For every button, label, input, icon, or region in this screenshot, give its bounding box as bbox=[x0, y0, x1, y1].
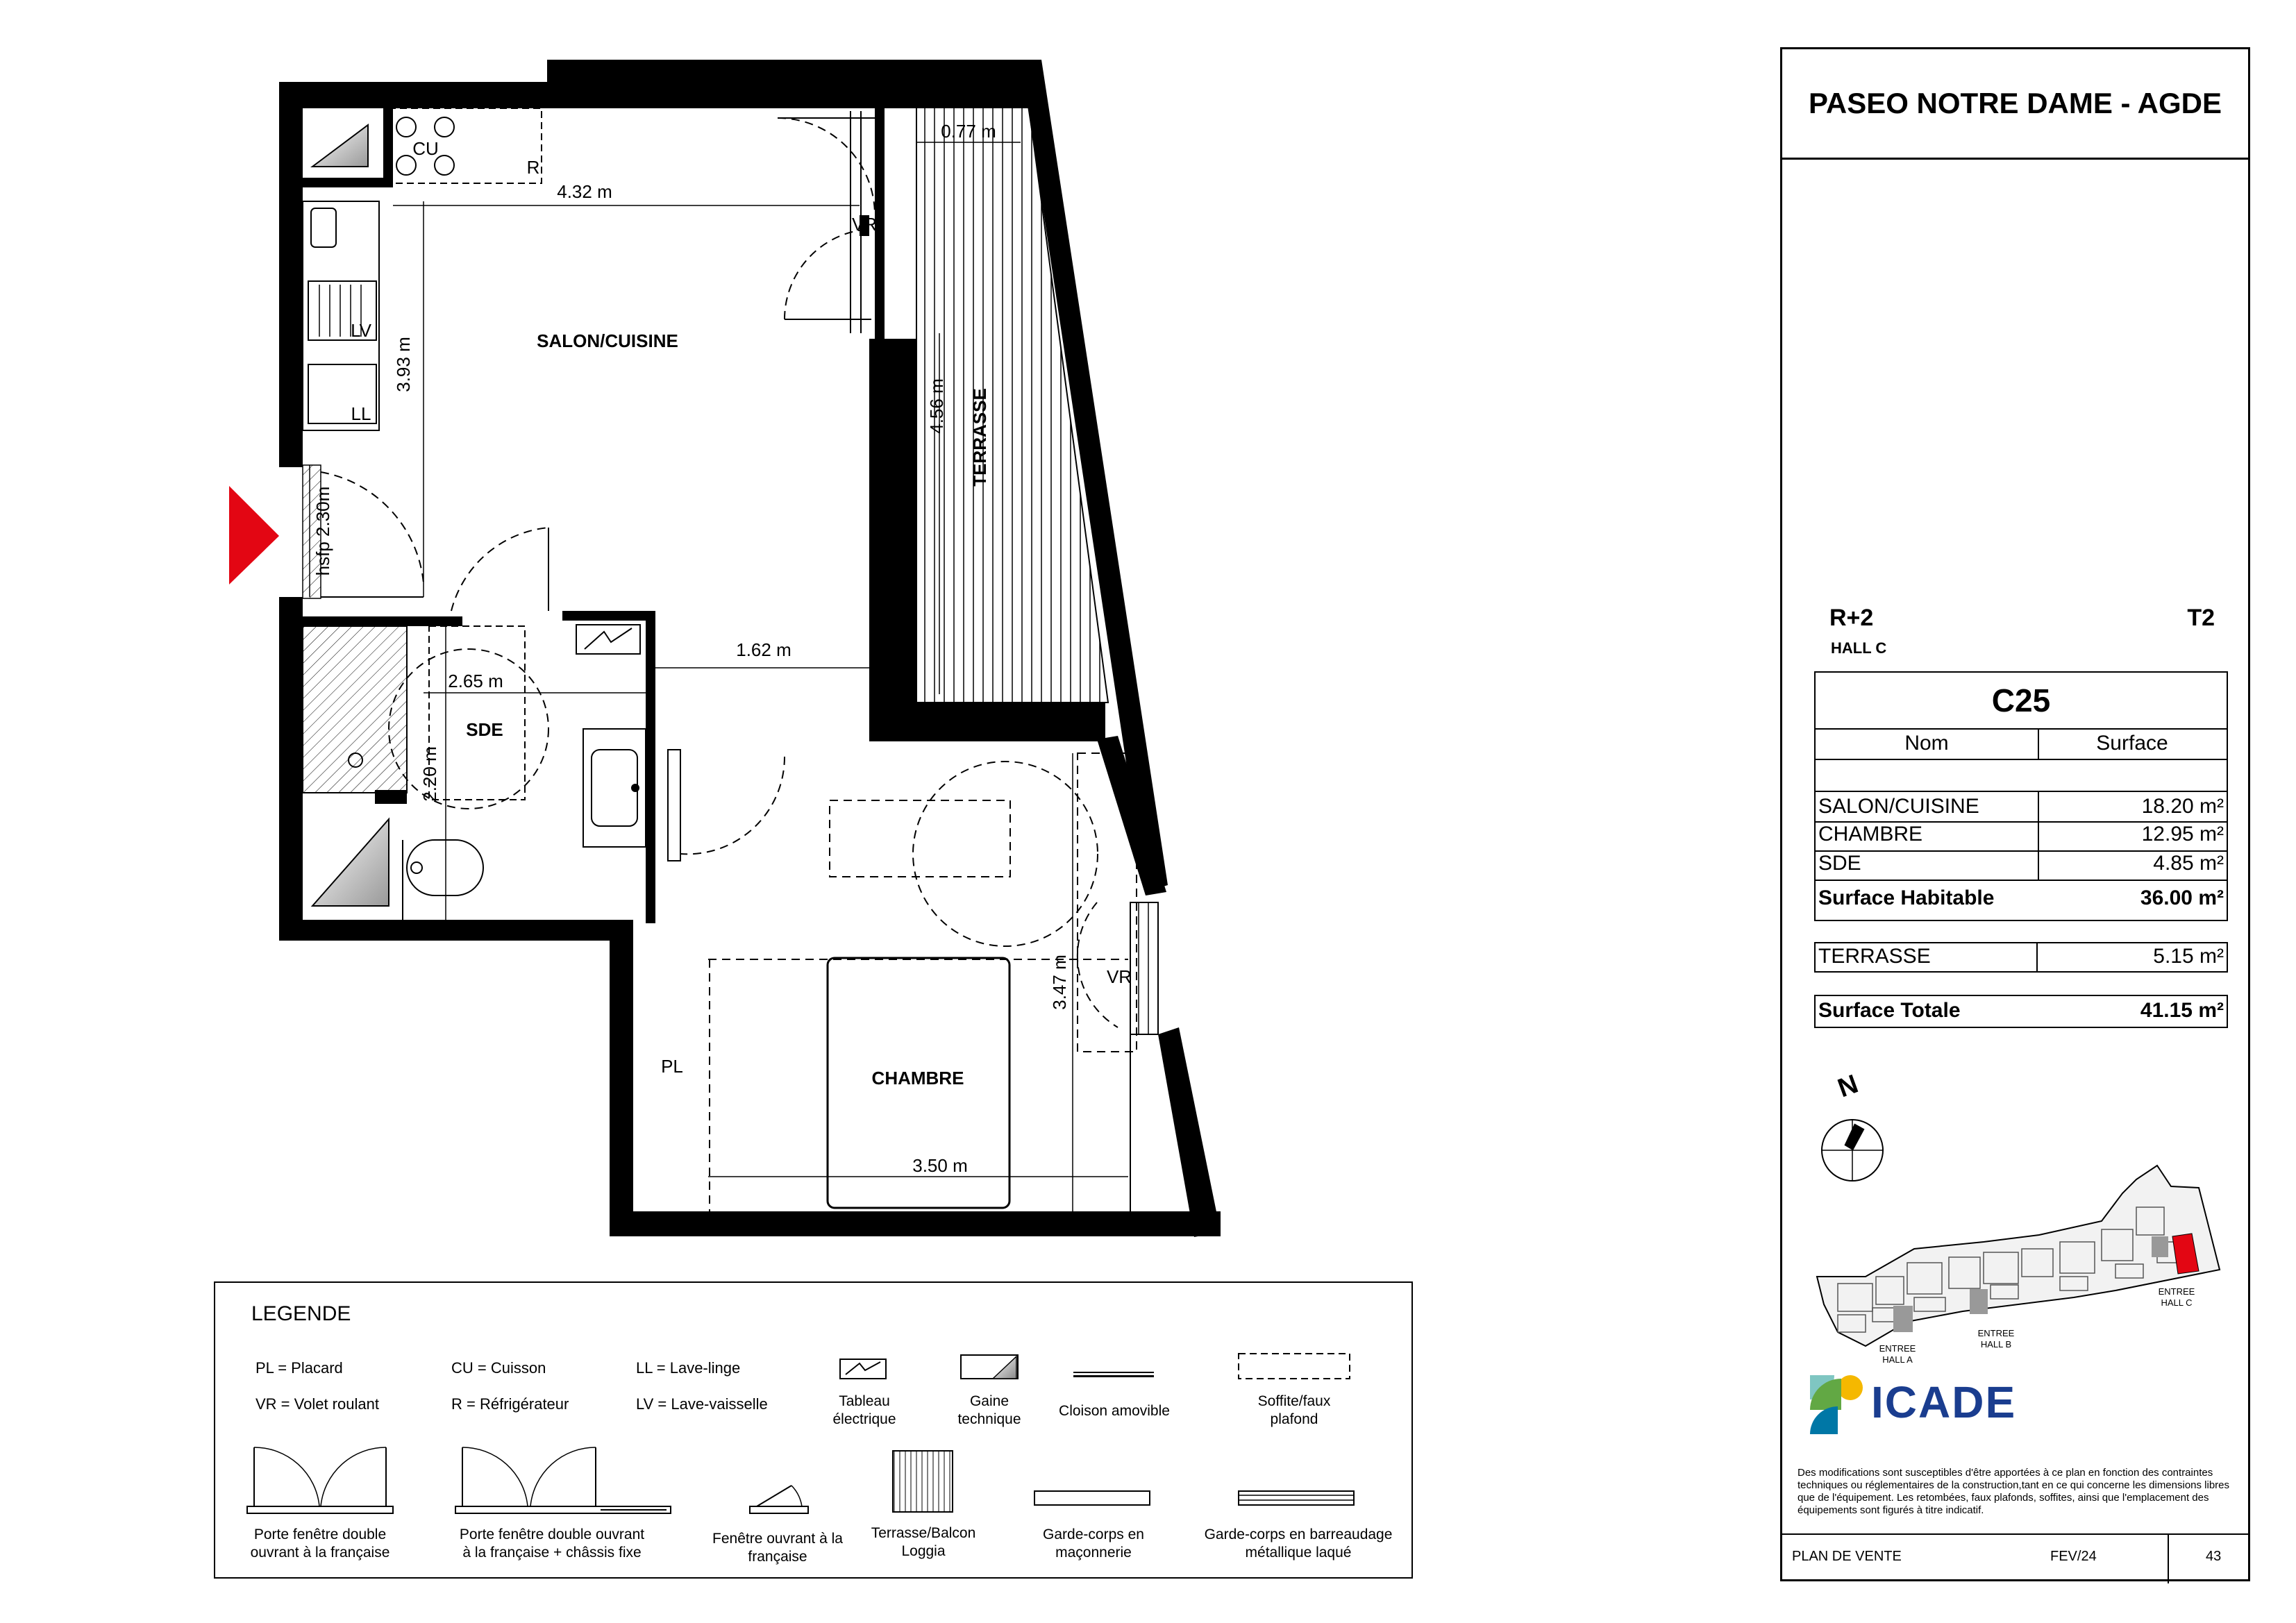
legend-b6-1: Garde-corps en barreaudage bbox=[1204, 1527, 1393, 1542]
gaine-technique-kitchen bbox=[312, 125, 368, 167]
terrace-label: TERRASSE bbox=[1818, 945, 1931, 968]
site-plan bbox=[1810, 1138, 2227, 1402]
legend-abbrev-pl: PL = Placard bbox=[255, 1359, 343, 1377]
typology-label: T2 bbox=[2187, 605, 2215, 631]
dim-4-32: 4.32 m bbox=[557, 181, 612, 202]
dim-3-50: 3.50 m bbox=[912, 1155, 968, 1176]
fixture-label-vr2: VR bbox=[1106, 966, 1132, 987]
footer-date: FEV/24 bbox=[2050, 1549, 2097, 1564]
site-entry-b-1: ENTREE bbox=[1977, 1328, 2015, 1338]
fixture-label-lv: LV bbox=[351, 320, 371, 341]
fixture-label-ll: LL bbox=[351, 403, 371, 424]
room-label-sde: SDE bbox=[466, 719, 503, 740]
dim-3-47: 3.47 m bbox=[1049, 955, 1070, 1010]
legend-b3-2: française bbox=[748, 1549, 807, 1565]
level-label: R+2 bbox=[1829, 605, 1874, 631]
legend-gaine-1: Gaine bbox=[969, 1393, 1009, 1409]
fixture-label-r: R bbox=[526, 157, 540, 178]
table-row bbox=[1816, 850, 2227, 881]
legend-b4-1: Terrasse/Balcon bbox=[871, 1525, 976, 1541]
legend-b6-2: métallique laqué bbox=[1245, 1545, 1352, 1561]
cell-divider bbox=[2038, 820, 2039, 850]
fixture-label-cu: CU bbox=[412, 138, 439, 159]
legend-b2-1: Porte fenêtre double ouvrant bbox=[459, 1527, 645, 1542]
legend-b3-1: Fenêtre ouvrant à la bbox=[712, 1531, 843, 1547]
legend-b5-1: Garde-corps en bbox=[1043, 1527, 1144, 1542]
total-row bbox=[1814, 995, 2228, 1028]
room-label-chambre: CHAMBRE bbox=[871, 1068, 964, 1088]
legend-gaine-2: technique bbox=[957, 1411, 1021, 1427]
legend-soffite-2: plafond bbox=[1270, 1411, 1318, 1427]
cell-divider bbox=[2036, 943, 2038, 971]
terrace-value: 5.15 m² bbox=[2153, 945, 2224, 968]
legend-abbrev-r: R = Réfrigérateur bbox=[451, 1395, 569, 1413]
legend-tableau-1: Tableau bbox=[839, 1393, 890, 1409]
compass-label: N bbox=[1834, 1069, 1862, 1104]
legend-abbrev-lv: LV = Lave-vaisselle bbox=[636, 1395, 768, 1413]
room-label-terrasse: TERRASSE bbox=[969, 388, 990, 487]
dim-0-77: 0.77 m bbox=[941, 121, 996, 142]
table-row bbox=[1816, 820, 2227, 852]
habitable-label: Surface Habitable bbox=[1818, 886, 1995, 909]
site-entry-c-1: ENTREE bbox=[2158, 1286, 2195, 1297]
footer-divider bbox=[1782, 1533, 2248, 1535]
legend-b2-2: à la française + châssis fixe bbox=[462, 1545, 642, 1561]
legend-abbrev-ll: LL = Lave-linge bbox=[636, 1359, 741, 1377]
legend-b5-2: maçonnerie bbox=[1055, 1545, 1132, 1561]
legend-soffite-1: Soffite/faux bbox=[1257, 1393, 1331, 1409]
dim-2-20: 2.20 m bbox=[419, 746, 440, 802]
row-surface: 18.20 m² bbox=[2141, 795, 2224, 818]
dim-2-65: 2.65 m bbox=[448, 671, 503, 691]
room-label-salon: SALON/CUISINE bbox=[537, 330, 678, 351]
legend-abbrev-cu: CU = Cuisson bbox=[451, 1359, 546, 1377]
row-name: CHAMBRE bbox=[1818, 823, 1923, 846]
total-value: 41.15 m² bbox=[2140, 999, 2224, 1022]
dim-1-62: 1.62 m bbox=[736, 639, 791, 660]
legend-b1-1: Porte fenêtre double bbox=[253, 1527, 387, 1542]
gaine-technique-sde bbox=[312, 819, 389, 906]
dim-3-93: 3.93 m bbox=[393, 337, 414, 392]
room-label-pl: PL bbox=[661, 1056, 683, 1077]
dim-hsfp: hsfp 2.30m bbox=[312, 486, 333, 576]
site-entry-a-1: ENTREE bbox=[1879, 1343, 1916, 1354]
project-title: PASEO NOTRE DAME - AGDE bbox=[1782, 49, 2248, 160]
fixture-label-vr1: VR bbox=[851, 214, 878, 235]
icade-logo-icon bbox=[1803, 1368, 1879, 1438]
surface-table bbox=[1814, 671, 2228, 921]
col-header-surface: Surface bbox=[2038, 728, 2227, 760]
title-block bbox=[1780, 47, 2250, 1581]
row-surface: 12.95 m² bbox=[2141, 823, 2224, 846]
terrace-row bbox=[1814, 942, 2228, 973]
row-name: SDE bbox=[1818, 852, 1861, 875]
footer-doc: PLAN DE VENTE bbox=[1792, 1549, 1902, 1564]
site-entry-b-2: HALL B bbox=[1980, 1339, 2012, 1349]
footer-page: 43 bbox=[2206, 1549, 2222, 1564]
dim-4-56: 4.56 m bbox=[926, 378, 947, 434]
lot-number: C25 bbox=[1816, 673, 2227, 730]
row-name: SALON/CUISINE bbox=[1818, 795, 1979, 818]
floor-plan bbox=[0, 0, 1416, 1277]
legend bbox=[214, 1281, 1413, 1579]
habitable-value: 36.00 m² bbox=[2140, 886, 2224, 909]
habitable-row bbox=[1816, 880, 2227, 920]
entrance-arrow bbox=[229, 486, 279, 585]
footer-divider bbox=[2168, 1533, 2169, 1583]
legend-title: LEGENDE bbox=[251, 1302, 351, 1325]
cell-divider bbox=[2038, 850, 2039, 880]
disclaimer: Des modifications sont susceptibles d'être apportées à ce plan en fonction des contraintes techniques ou réglementaires de la construction,tant en ce qui concerne les dimensions libres que de l'équipement. Les retombées, faux plafonds, soffites, ainsi que l'emplacement des équipements sont figurés à titre indicatif. bbox=[1798, 1467, 2230, 1516]
table-row bbox=[1816, 791, 2227, 823]
legend-cloison: Cloison amovible bbox=[1059, 1403, 1170, 1419]
total-label: Surface Totale bbox=[1818, 999, 1961, 1022]
legend-tableau-2: électrique bbox=[832, 1411, 896, 1427]
cell-divider bbox=[2038, 792, 2039, 821]
legend-b1-2: ouvrant à la française bbox=[250, 1545, 390, 1561]
row-surface: 4.85 m² bbox=[2153, 852, 2224, 875]
site-entry-a-2: HALL A bbox=[1882, 1354, 1913, 1365]
hall-label: HALL C bbox=[1831, 639, 1887, 657]
brand-name: ICADE bbox=[1871, 1377, 2017, 1427]
site-entry-c-2: HALL C bbox=[2161, 1297, 2193, 1308]
legend-b4-2: Loggia bbox=[901, 1543, 946, 1559]
col-header-name: Nom bbox=[1816, 728, 2039, 760]
legend-abbrev-vr: VR = Volet roulant bbox=[255, 1395, 379, 1413]
